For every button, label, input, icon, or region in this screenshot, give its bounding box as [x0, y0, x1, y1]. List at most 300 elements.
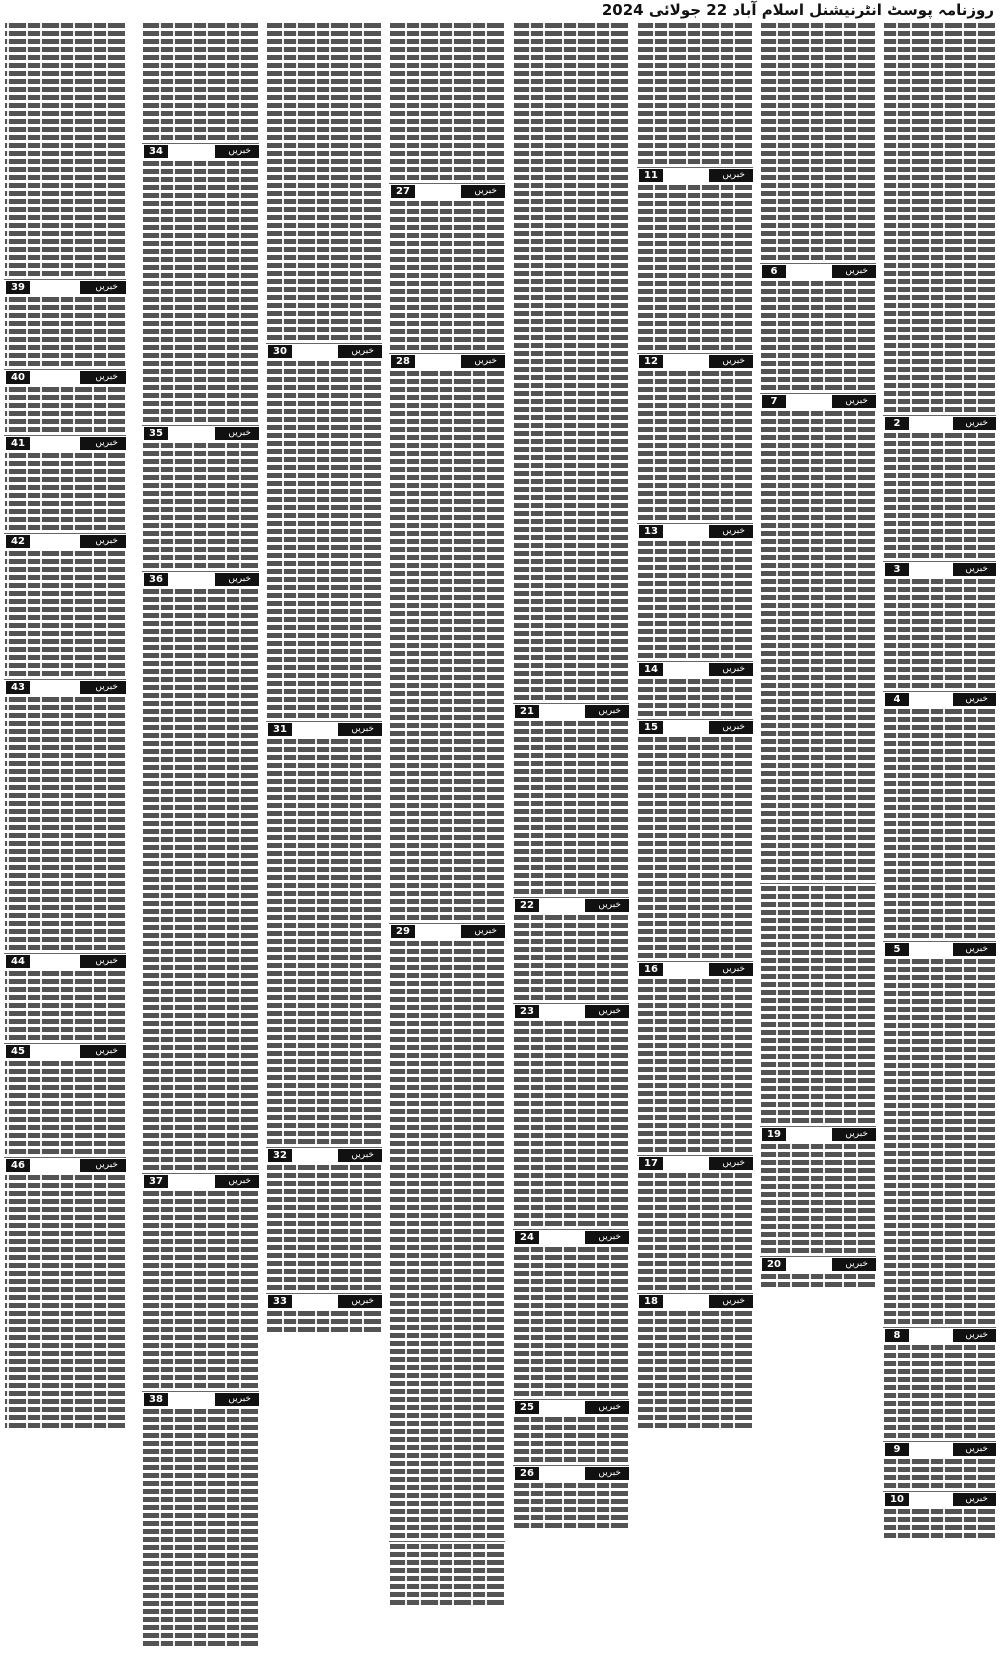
news-item-header — [4, 281, 126, 294]
news-item-body — [390, 940, 504, 1540]
news-item-header — [4, 371, 126, 384]
news-item-body — [390, 1543, 504, 1607]
news-item — [883, 943, 996, 1326]
section-bar — [80, 535, 126, 548]
section-bar — [709, 1157, 753, 1170]
news-item-header — [883, 1443, 996, 1456]
section-bar — [953, 1443, 996, 1456]
news-item-body — [5, 296, 125, 368]
news-item — [266, 345, 382, 720]
news-item-header — [760, 1258, 876, 1271]
section-bar — [832, 395, 876, 408]
item-divider — [883, 941, 996, 942]
news-item — [513, 705, 629, 896]
news-item — [760, 22, 876, 262]
news-item-header — [637, 963, 753, 976]
section-label: خبریں — [845, 1259, 868, 1269]
news-item-header — [513, 1231, 629, 1244]
item-divider — [883, 1327, 996, 1328]
news-item — [4, 437, 126, 532]
news-item-body — [5, 1174, 125, 1430]
masthead — [0, 0, 1000, 20]
news-item — [883, 1443, 996, 1490]
item-number-badge: 18 — [639, 1295, 663, 1308]
news-item-body — [884, 578, 995, 690]
news-item-header — [266, 1149, 382, 1162]
item-divider — [4, 1157, 126, 1158]
section-label: خبریں — [722, 1296, 745, 1306]
item-number-badge: 24 — [515, 1231, 539, 1244]
news-item-body — [514, 1482, 628, 1530]
section-label: خبریں — [598, 1006, 621, 1016]
item-divider — [4, 435, 126, 436]
news-item-header — [637, 525, 753, 538]
section-bar — [80, 955, 126, 968]
news-item — [513, 899, 629, 1002]
item-divider — [513, 1003, 629, 1004]
section-label: خبریں — [965, 1330, 988, 1340]
item-divider — [142, 1173, 259, 1174]
section-bar — [709, 355, 753, 368]
news-item-header — [142, 1393, 259, 1406]
news-item — [760, 395, 876, 882]
news-item-body — [5, 1060, 125, 1156]
news-item-body — [884, 958, 995, 1326]
section-bar — [215, 427, 259, 440]
item-number-badge: 20 — [762, 1258, 786, 1271]
item-number-badge: 22 — [515, 899, 539, 912]
section-bar — [709, 169, 753, 182]
item-number-badge: 7 — [762, 395, 786, 408]
news-item-body — [267, 22, 381, 342]
section-bar — [832, 265, 876, 278]
item-number-badge: 4 — [885, 693, 909, 706]
item-number-badge: 42 — [6, 535, 30, 548]
section-label: خبریں — [598, 1402, 621, 1412]
item-number-badge: 39 — [6, 281, 30, 294]
section-bar — [215, 1393, 259, 1406]
section-label: خبریں — [965, 418, 988, 428]
news-item — [760, 265, 876, 392]
section-label: خبریں — [965, 564, 988, 574]
section-label: خبریں — [95, 956, 118, 966]
item-number-badge: 34 — [144, 145, 168, 158]
news-item-body — [884, 432, 995, 560]
news-column — [883, 22, 996, 1671]
news-item-header — [513, 1401, 629, 1414]
news-item-body — [390, 22, 504, 182]
news-item-body — [267, 1164, 381, 1292]
section-bar — [953, 1329, 996, 1342]
section-bar — [953, 417, 996, 430]
section-label: خبریں — [351, 724, 374, 734]
section-label: خبریں — [598, 706, 621, 716]
news-item-header — [637, 721, 753, 734]
news-item-body — [761, 280, 875, 392]
section-bar — [585, 899, 629, 912]
item-divider — [4, 953, 126, 954]
item-divider — [637, 523, 753, 524]
news-item — [266, 1295, 382, 1334]
item-divider — [142, 143, 259, 144]
news-item-header — [883, 417, 996, 430]
section-bar — [461, 185, 505, 198]
news-item-header — [883, 563, 996, 576]
news-item — [883, 22, 996, 414]
news-item-body — [390, 370, 504, 922]
item-divider — [4, 679, 126, 680]
news-item — [883, 563, 996, 690]
item-number-badge: 31 — [268, 723, 292, 736]
news-item — [4, 371, 126, 434]
section-bar — [338, 723, 382, 736]
news-item-body — [884, 1458, 995, 1490]
item-divider — [513, 1399, 629, 1400]
news-item — [389, 1543, 505, 1607]
section-label: خبریں — [845, 1129, 868, 1139]
section-bar — [338, 1295, 382, 1308]
news-item — [637, 169, 753, 352]
news-item — [883, 417, 996, 560]
section-bar — [80, 681, 126, 694]
news-item-body — [5, 550, 125, 678]
news-item-body — [761, 1273, 875, 1289]
item-number-badge: 28 — [391, 355, 415, 368]
news-item — [266, 723, 382, 1146]
news-item — [513, 1231, 629, 1398]
news-item-body — [761, 1143, 875, 1255]
section-bar — [338, 345, 382, 358]
section-bar — [953, 563, 996, 576]
item-number-badge: 37 — [144, 1175, 168, 1188]
item-number-badge: 2 — [885, 417, 909, 430]
item-divider — [513, 1229, 629, 1230]
news-column — [760, 22, 876, 1671]
news-item-header — [637, 355, 753, 368]
section-label: خبریں — [598, 1468, 621, 1478]
section-bar — [709, 963, 753, 976]
section-label: خبریں — [351, 1296, 374, 1306]
item-divider — [389, 923, 505, 924]
news-item-header — [883, 1329, 996, 1342]
news-item — [513, 1401, 629, 1464]
news-item-body — [5, 22, 125, 278]
news-item — [142, 145, 259, 424]
section-label: خبریں — [722, 526, 745, 536]
item-divider — [760, 263, 876, 264]
item-number-badge: 43 — [6, 681, 30, 694]
item-number-badge: 12 — [639, 355, 663, 368]
item-divider — [637, 661, 753, 662]
news-item — [266, 1149, 382, 1292]
section-label: خبریں — [95, 372, 118, 382]
item-divider — [513, 703, 629, 704]
news-item — [883, 1329, 996, 1440]
news-item-header — [760, 395, 876, 408]
news-item-header — [760, 265, 876, 278]
news-item — [513, 1005, 629, 1228]
news-item-body — [514, 1246, 628, 1398]
item-divider — [142, 571, 259, 572]
item-divider — [4, 1043, 126, 1044]
news-item-header — [266, 345, 382, 358]
section-label: خبریں — [722, 170, 745, 180]
item-divider — [760, 883, 876, 884]
section-label: خبریں — [228, 574, 251, 584]
item-divider — [142, 1391, 259, 1392]
news-item — [142, 1393, 259, 1648]
news-item-body — [390, 200, 504, 352]
section-bar — [953, 693, 996, 706]
section-bar — [215, 573, 259, 586]
news-item-header — [883, 1493, 996, 1506]
section-label: خبریں — [228, 428, 251, 438]
item-divider — [883, 561, 996, 562]
item-number-badge: 17 — [639, 1157, 663, 1170]
item-number-badge: 25 — [515, 1401, 539, 1414]
masthead-title: روزنامہ پوسٹ انٹرنیشنل اسلام آباد 22 جولائی 2024 — [601, 1, 994, 19]
news-item — [513, 22, 629, 702]
news-item-body — [5, 696, 125, 952]
section-label: خبریں — [351, 1150, 374, 1160]
news-item-body — [638, 736, 752, 960]
news-item — [4, 681, 126, 952]
news-item-body — [638, 540, 752, 660]
item-number-badge: 29 — [391, 925, 415, 938]
section-label: خبریں — [95, 682, 118, 692]
news-item-body — [761, 22, 875, 262]
item-number-badge: 13 — [639, 525, 663, 538]
news-item — [637, 525, 753, 660]
item-number-badge: 16 — [639, 963, 663, 976]
item-divider — [513, 897, 629, 898]
news-item-body — [267, 360, 381, 720]
news-item — [883, 693, 996, 940]
news-item — [637, 663, 753, 718]
news-item-header — [637, 663, 753, 676]
item-number-badge: 5 — [885, 943, 909, 956]
section-bar — [709, 1295, 753, 1308]
news-item-body — [514, 1020, 628, 1228]
section-label: خبریں — [474, 186, 497, 196]
news-item-body — [884, 22, 995, 414]
item-divider — [513, 1465, 629, 1466]
item-divider — [637, 167, 753, 168]
news-item-header — [637, 169, 753, 182]
item-divider — [637, 353, 753, 354]
item-number-badge: 10 — [885, 1493, 909, 1506]
news-item-header — [513, 705, 629, 718]
item-number-badge: 3 — [885, 563, 909, 576]
news-item-body — [638, 22, 752, 166]
item-number-badge: 8 — [885, 1329, 909, 1342]
news-item — [389, 925, 505, 1540]
section-label: خبریں — [351, 346, 374, 356]
item-number-badge: 32 — [268, 1149, 292, 1162]
item-number-badge: 9 — [885, 1443, 909, 1456]
news-item-header — [4, 681, 126, 694]
news-item-header — [4, 1045, 126, 1058]
news-item — [389, 185, 505, 352]
news-item — [4, 1159, 126, 1430]
news-item-header — [266, 723, 382, 736]
news-item-body — [761, 885, 875, 1125]
news-item-body — [514, 914, 628, 1002]
section-bar — [585, 1467, 629, 1480]
news-column — [389, 22, 505, 1671]
news-item-body — [143, 160, 258, 424]
section-bar — [585, 705, 629, 718]
section-label: خبریں — [722, 1158, 745, 1168]
item-divider — [883, 415, 996, 416]
news-column — [142, 22, 259, 1671]
section-label: خبریں — [95, 1160, 118, 1170]
news-item-body — [638, 978, 752, 1154]
section-bar — [80, 281, 126, 294]
item-divider — [266, 1147, 382, 1148]
item-divider — [883, 1491, 996, 1492]
item-divider — [637, 961, 753, 962]
item-number-badge: 15 — [639, 721, 663, 734]
item-divider — [266, 1293, 382, 1294]
news-item-body — [638, 184, 752, 352]
item-number-badge: 46 — [6, 1159, 30, 1172]
section-label: خبریں — [722, 964, 745, 974]
item-divider — [883, 1441, 996, 1442]
item-divider — [883, 691, 996, 692]
item-number-badge: 45 — [6, 1045, 30, 1058]
section-label: خبریں — [965, 1444, 988, 1454]
news-item — [4, 535, 126, 678]
section-bar — [80, 437, 126, 450]
section-bar — [585, 1005, 629, 1018]
news-item — [4, 281, 126, 368]
section-label: خبریں — [474, 356, 497, 366]
news-item-header — [883, 943, 996, 956]
item-divider — [760, 1256, 876, 1257]
news-item — [4, 22, 126, 278]
news-item — [4, 1045, 126, 1156]
item-number-badge: 44 — [6, 955, 30, 968]
item-number-badge: 35 — [144, 427, 168, 440]
section-bar — [338, 1149, 382, 1162]
news-item-header — [637, 1295, 753, 1308]
news-item-header — [4, 437, 126, 450]
news-item-header — [4, 955, 126, 968]
news-columns — [0, 22, 1000, 1671]
item-divider — [389, 1541, 505, 1542]
news-item-body — [5, 386, 125, 434]
news-item-body — [5, 970, 125, 1042]
news-item — [142, 427, 259, 570]
news-item — [4, 955, 126, 1042]
news-item — [266, 22, 382, 342]
item-divider — [389, 353, 505, 354]
news-column — [637, 22, 753, 1671]
news-item-body — [143, 22, 258, 142]
section-bar — [709, 721, 753, 734]
news-column — [266, 22, 382, 1671]
item-number-badge: 40 — [6, 371, 30, 384]
item-divider — [389, 183, 505, 184]
news-item — [637, 1157, 753, 1292]
item-divider — [142, 425, 259, 426]
news-item-body — [514, 22, 628, 702]
news-item — [637, 22, 753, 166]
news-item-header — [389, 185, 505, 198]
news-item — [760, 1258, 876, 1289]
item-divider — [760, 393, 876, 394]
item-number-badge: 26 — [515, 1467, 539, 1480]
news-item-body — [638, 370, 752, 522]
news-item-body — [5, 452, 125, 532]
section-label: خبریں — [722, 722, 745, 732]
section-label: خبریں — [228, 1394, 251, 1404]
section-label: خبریں — [95, 536, 118, 546]
news-item-header — [760, 1128, 876, 1141]
news-item — [760, 885, 876, 1125]
news-item — [760, 1128, 876, 1255]
news-item-body — [638, 678, 752, 718]
section-bar — [953, 943, 996, 956]
section-bar — [215, 1175, 259, 1188]
news-item-header — [142, 573, 259, 586]
item-number-badge: 11 — [639, 169, 663, 182]
news-item-header — [4, 535, 126, 548]
section-label: خبریں — [845, 266, 868, 276]
item-divider — [266, 343, 382, 344]
section-bar — [80, 1045, 126, 1058]
section-bar — [709, 525, 753, 538]
section-bar — [832, 1128, 876, 1141]
item-divider — [4, 533, 126, 534]
item-divider — [4, 369, 126, 370]
news-item — [637, 355, 753, 522]
section-label: خبریں — [95, 1046, 118, 1056]
section-label: خبریں — [228, 1176, 251, 1186]
news-item-header — [637, 1157, 753, 1170]
section-bar — [585, 1401, 629, 1414]
news-item-header — [4, 1159, 126, 1172]
item-number-badge: 19 — [762, 1128, 786, 1141]
news-item-header — [389, 925, 505, 938]
news-item-header — [142, 145, 259, 158]
section-label: خبریں — [722, 356, 745, 366]
item-divider — [637, 1293, 753, 1294]
item-number-badge: 33 — [268, 1295, 292, 1308]
item-number-badge: 38 — [144, 1393, 168, 1406]
news-item-body — [514, 720, 628, 896]
section-label: خبریں — [228, 146, 251, 156]
item-number-badge: 27 — [391, 185, 415, 198]
section-label: خبریں — [95, 438, 118, 448]
news-item-body — [884, 1344, 995, 1440]
news-item-body — [143, 442, 258, 570]
news-item-body — [143, 1190, 258, 1390]
news-item-body — [761, 410, 875, 882]
news-item-header — [883, 693, 996, 706]
item-number-badge: 23 — [515, 1005, 539, 1018]
news-item — [513, 1467, 629, 1530]
section-bar — [953, 1493, 996, 1506]
section-bar — [832, 1258, 876, 1271]
news-item-header — [266, 1295, 382, 1308]
news-item-body — [884, 1508, 995, 1540]
news-column — [513, 22, 629, 1671]
section-bar — [80, 1159, 126, 1172]
news-item — [142, 22, 259, 142]
news-item-body — [514, 1416, 628, 1464]
